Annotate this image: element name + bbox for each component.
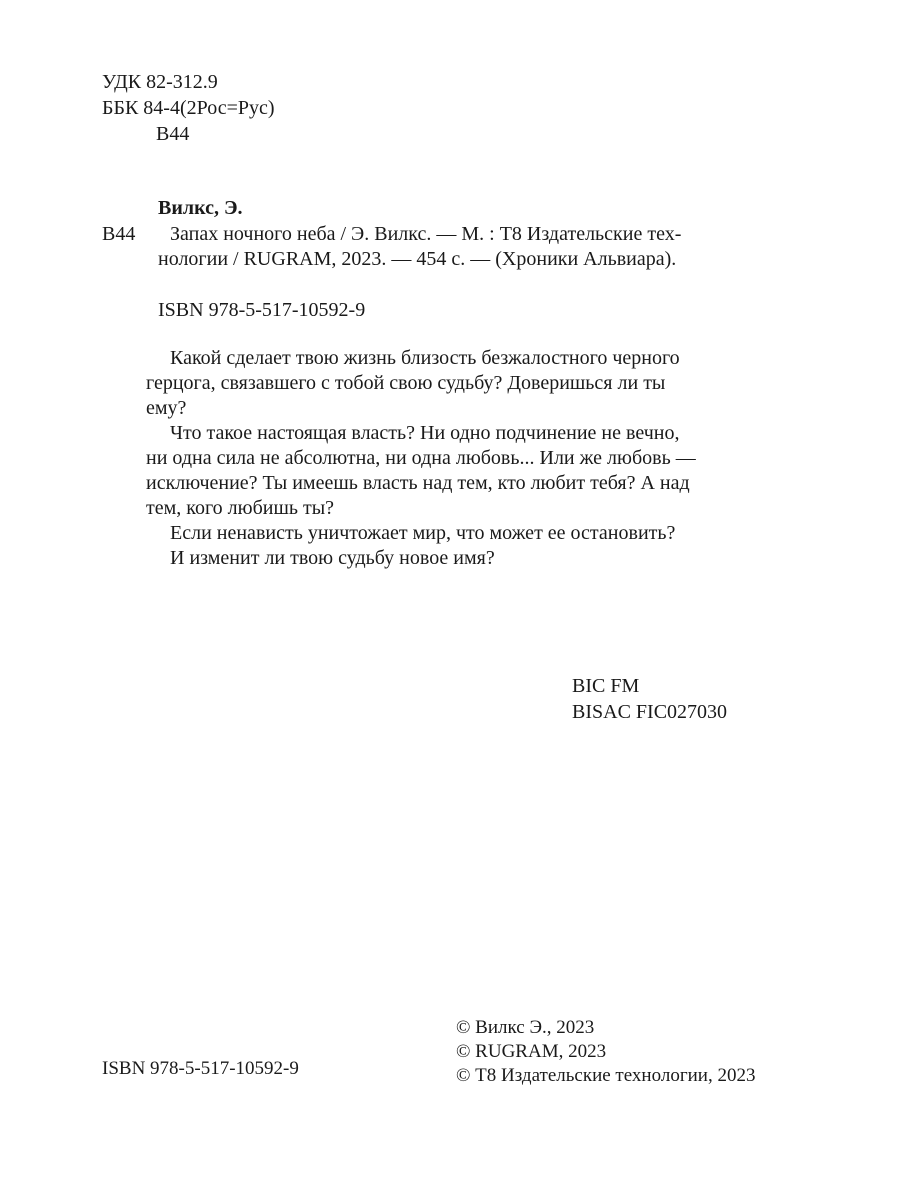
copyright-line: © RUGRAM, 2023 bbox=[456, 1041, 607, 1062]
bisac-code: BISAC FIC027030 bbox=[572, 701, 728, 723]
copyright-line: © Вилкс Э., 2023 bbox=[456, 1017, 595, 1038]
annotation-line: Что такое настоящая власть? Ни одно подчинение не вечно, bbox=[170, 422, 680, 444]
biblio-line: Запах ночного неба / Э. Вилкс. — М. : Т8 Издательские тех- bbox=[170, 223, 682, 245]
annotation-line: И изменит ли твою судьбу новое имя? bbox=[170, 547, 495, 569]
annotation-line: Какой сделает твою жизнь близость безжалостного черного bbox=[170, 347, 680, 369]
annotation-line: герцога, связавшего с тобой свою судьбу? Доверишься ли ты bbox=[146, 372, 666, 394]
bic-code: BIC FM bbox=[572, 675, 640, 697]
author-sign-left: В44 bbox=[102, 223, 136, 245]
annotation-line: тем, кого любишь ты? bbox=[146, 497, 335, 519]
copyright-line: © Т8 Издательские технологии, 2023 bbox=[456, 1065, 756, 1086]
author-heading: Вилкс, Э. bbox=[158, 197, 243, 219]
bibliographic-description bbox=[158, 222, 750, 272]
author-sign-top: В44 bbox=[156, 123, 190, 145]
annotation-line: ни одна сила не абсолютна, ни одна любовь... Или же любовь — bbox=[146, 447, 696, 469]
bbk-code: ББК 84-4(2Рос=Рус) bbox=[102, 97, 275, 119]
isbn-footer: ISBN 978-5-517-10592-9 bbox=[102, 1058, 299, 1079]
udk-code: УДК 82-312.9 bbox=[102, 71, 218, 93]
annotation bbox=[146, 346, 750, 571]
annotation-line: Если ненависть уничтожает мир, что может ее остановить? bbox=[170, 522, 676, 544]
annotation-line: ему? bbox=[146, 397, 187, 419]
copyright-block bbox=[456, 1016, 755, 1088]
isbn-main: ISBN 978-5-517-10592-9 bbox=[158, 299, 366, 321]
annotation-line: исключение? Ты имеешь власть над тем, кто любит тебя? А над bbox=[146, 472, 690, 494]
biblio-line: нологии / RUGRAM, 2023. — 454 с. — (Хроники Альвиара). bbox=[158, 248, 677, 270]
